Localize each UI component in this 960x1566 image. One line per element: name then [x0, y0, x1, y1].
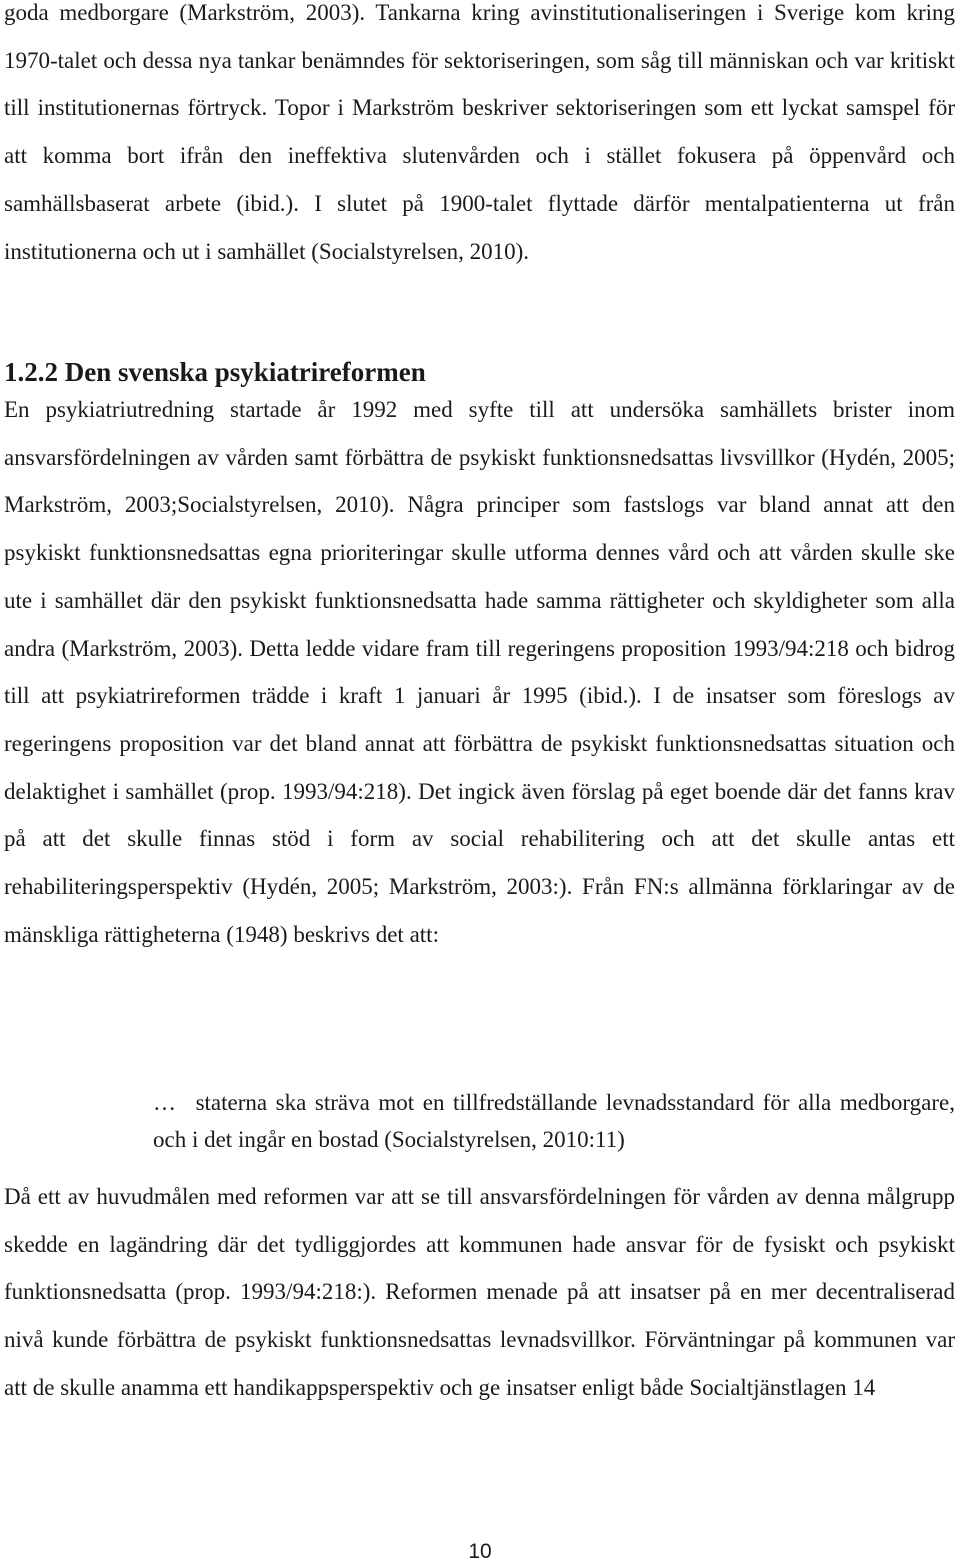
body-paragraph: goda medborgare (Markström, 2003). Tankarna kring avinstitutionaliseringen i Sverige kom kring 1970-talet och dessa nya tankar benämndes för sektoriseringen, som såg till människan och var kritiskt till institutionernas förtryck. Topor i Markström beskriver sektoriseringen som ett lyckat samspel för att komma bort ifrån den ineffektiva slutenvården och i stället fokusera på öppenvård och samhällsbaserat arbete (ibid.). I slutet på 1900-talet flyttade därför mentalpatienterna ut från institutionerna och ut i samhället (Socialstyrelsen, 2010). [4, 0, 955, 264]
body-paragraph: En psykiatriutredning startade år 1992 med syfte till att undersöka samhällets brister inom ansvarsfördelningen av vården samt förbättra de psykiskt funktionsnedsattas livsvillkor (Hydén, 2005; Markström, 2003;Socialstyrelsen, 2010). Några principer som fastslogs var bland annat att den psykiskt funktionsnedsattas egna prioriteringar skulle utforma dennes vård och att vården skulle ske ute i samhället där den psykiskt funktionsnedsatta hade samma rättigheter och skyldigheter som alla andra (Markström, 2003). Detta ledde vidare fram till regeringens proposition 1993/94:218 och bidrog till att psykiatrireformen trädde i kraft 1 januari år 1995 (ibid.). I de insatser som föreslogs av regeringens proposition var det bland annat att förbättra de psykiskt funktionsnedsattas situation och delaktighet i samhället (prop. 1993/94:218). Det ingick även förslag på eget boende där det fanns krav på att det skulle finnas stöd i form av social rehabilitering och att det skulle antas ett rehabiliteringsperspektiv (Hydén, 2005; Markström, 2003:). Från FN:s allmänna förklaringar av de mänskliga rättigheterna (1948) beskrivs det att: [4, 397, 955, 947]
block-quote [153, 1085, 955, 1158]
body-paragraph: Då ett av huvudmålen med reformen var att se till ansvarsfördelningen för vården av denna målgrupp skedde en lagändring där det tydliggjordes att kommunen hade ansvar för de fysiskt och psykiskt funktionsnedsatta (prop. 1993/94:218:). Reformen menade på att insatser på en mer decentraliserad nivå kunde förbättra de psykiskt funktionsnedsattas levnadsvillkor. Förväntningar på kommunen var att de skulle anamma ett handikappsperspektiv och ge insatser enligt både Socialtjänstlagen 14 [4, 1184, 955, 1400]
section-heading: 1.2.2 Den svenska psykiatrireformen [4, 357, 426, 387]
page-number: 10 [468, 1540, 492, 1563]
quote-text: staterna ska sträva mot en tillfredställande levnadsstandard för alla medborgare, och i det ingår en bostad (Socialstyrelsen, 2010:11) [153, 1090, 955, 1152]
quote-ellipsis: … [153, 1090, 179, 1115]
